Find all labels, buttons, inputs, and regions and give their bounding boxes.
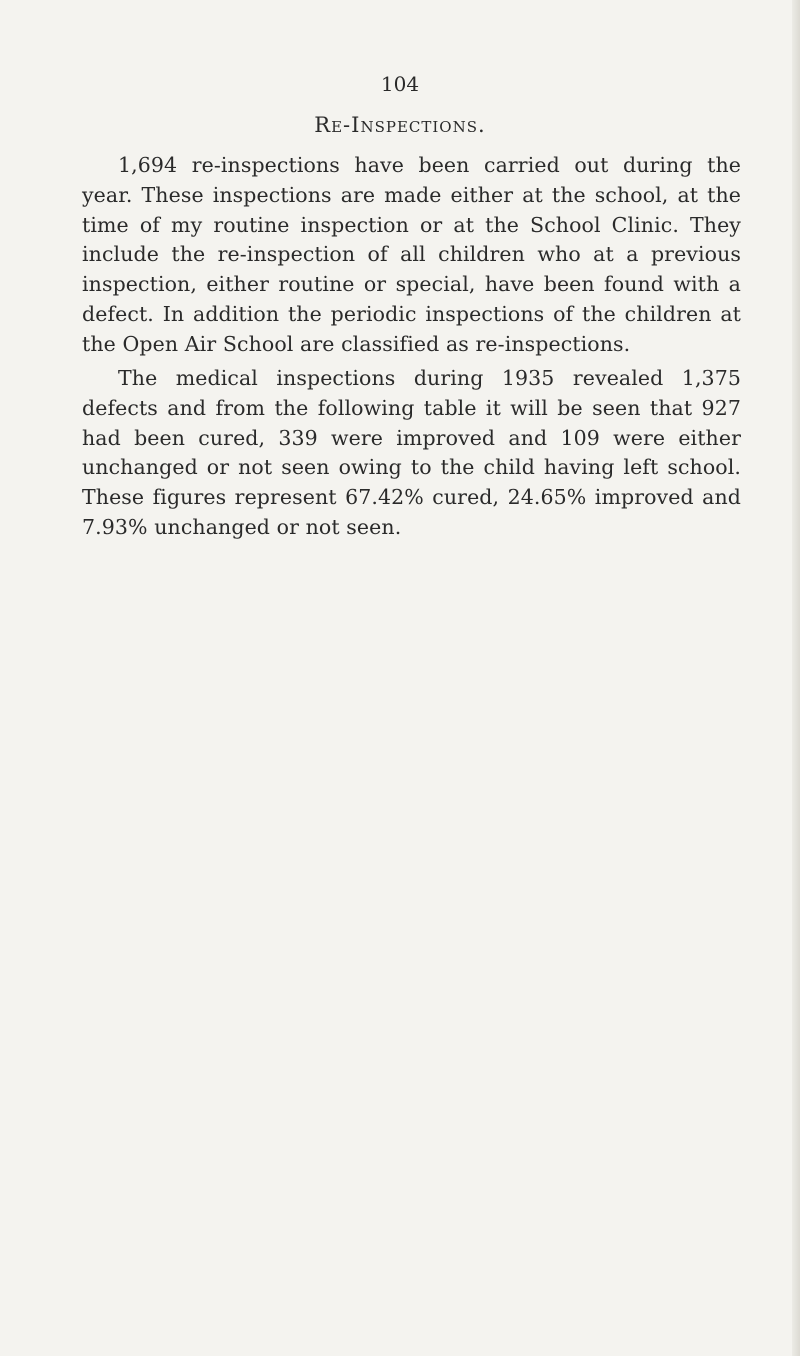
page-number: 104	[380, 72, 420, 96]
section-heading: Re-Inspections.	[314, 113, 486, 137]
page-edge	[792, 0, 800, 1356]
paragraph-reinspections: 1,694 re-inspections have been carried out during the year. These inspections are made either at the school, at the time of my routine inspection or at the School Clinic. They include the re-inspection of all children who at a previous inspection, either routine or special, have been found with a defect. In addition the periodic inspections of the children at the Open Air School are classified as re-inspections.	[82, 153, 741, 356]
paragraph-defects-summary: The medical inspections during 1935 revealed 1,375 defects and from the following table it will be seen that 927 had been cured, 339 were improved and 109 were either unchanged or not seen owing to the child having left school. These figures represent 67.42% cured, 24.65% improved and 7.93% unchanged or not seen.	[82, 366, 741, 539]
